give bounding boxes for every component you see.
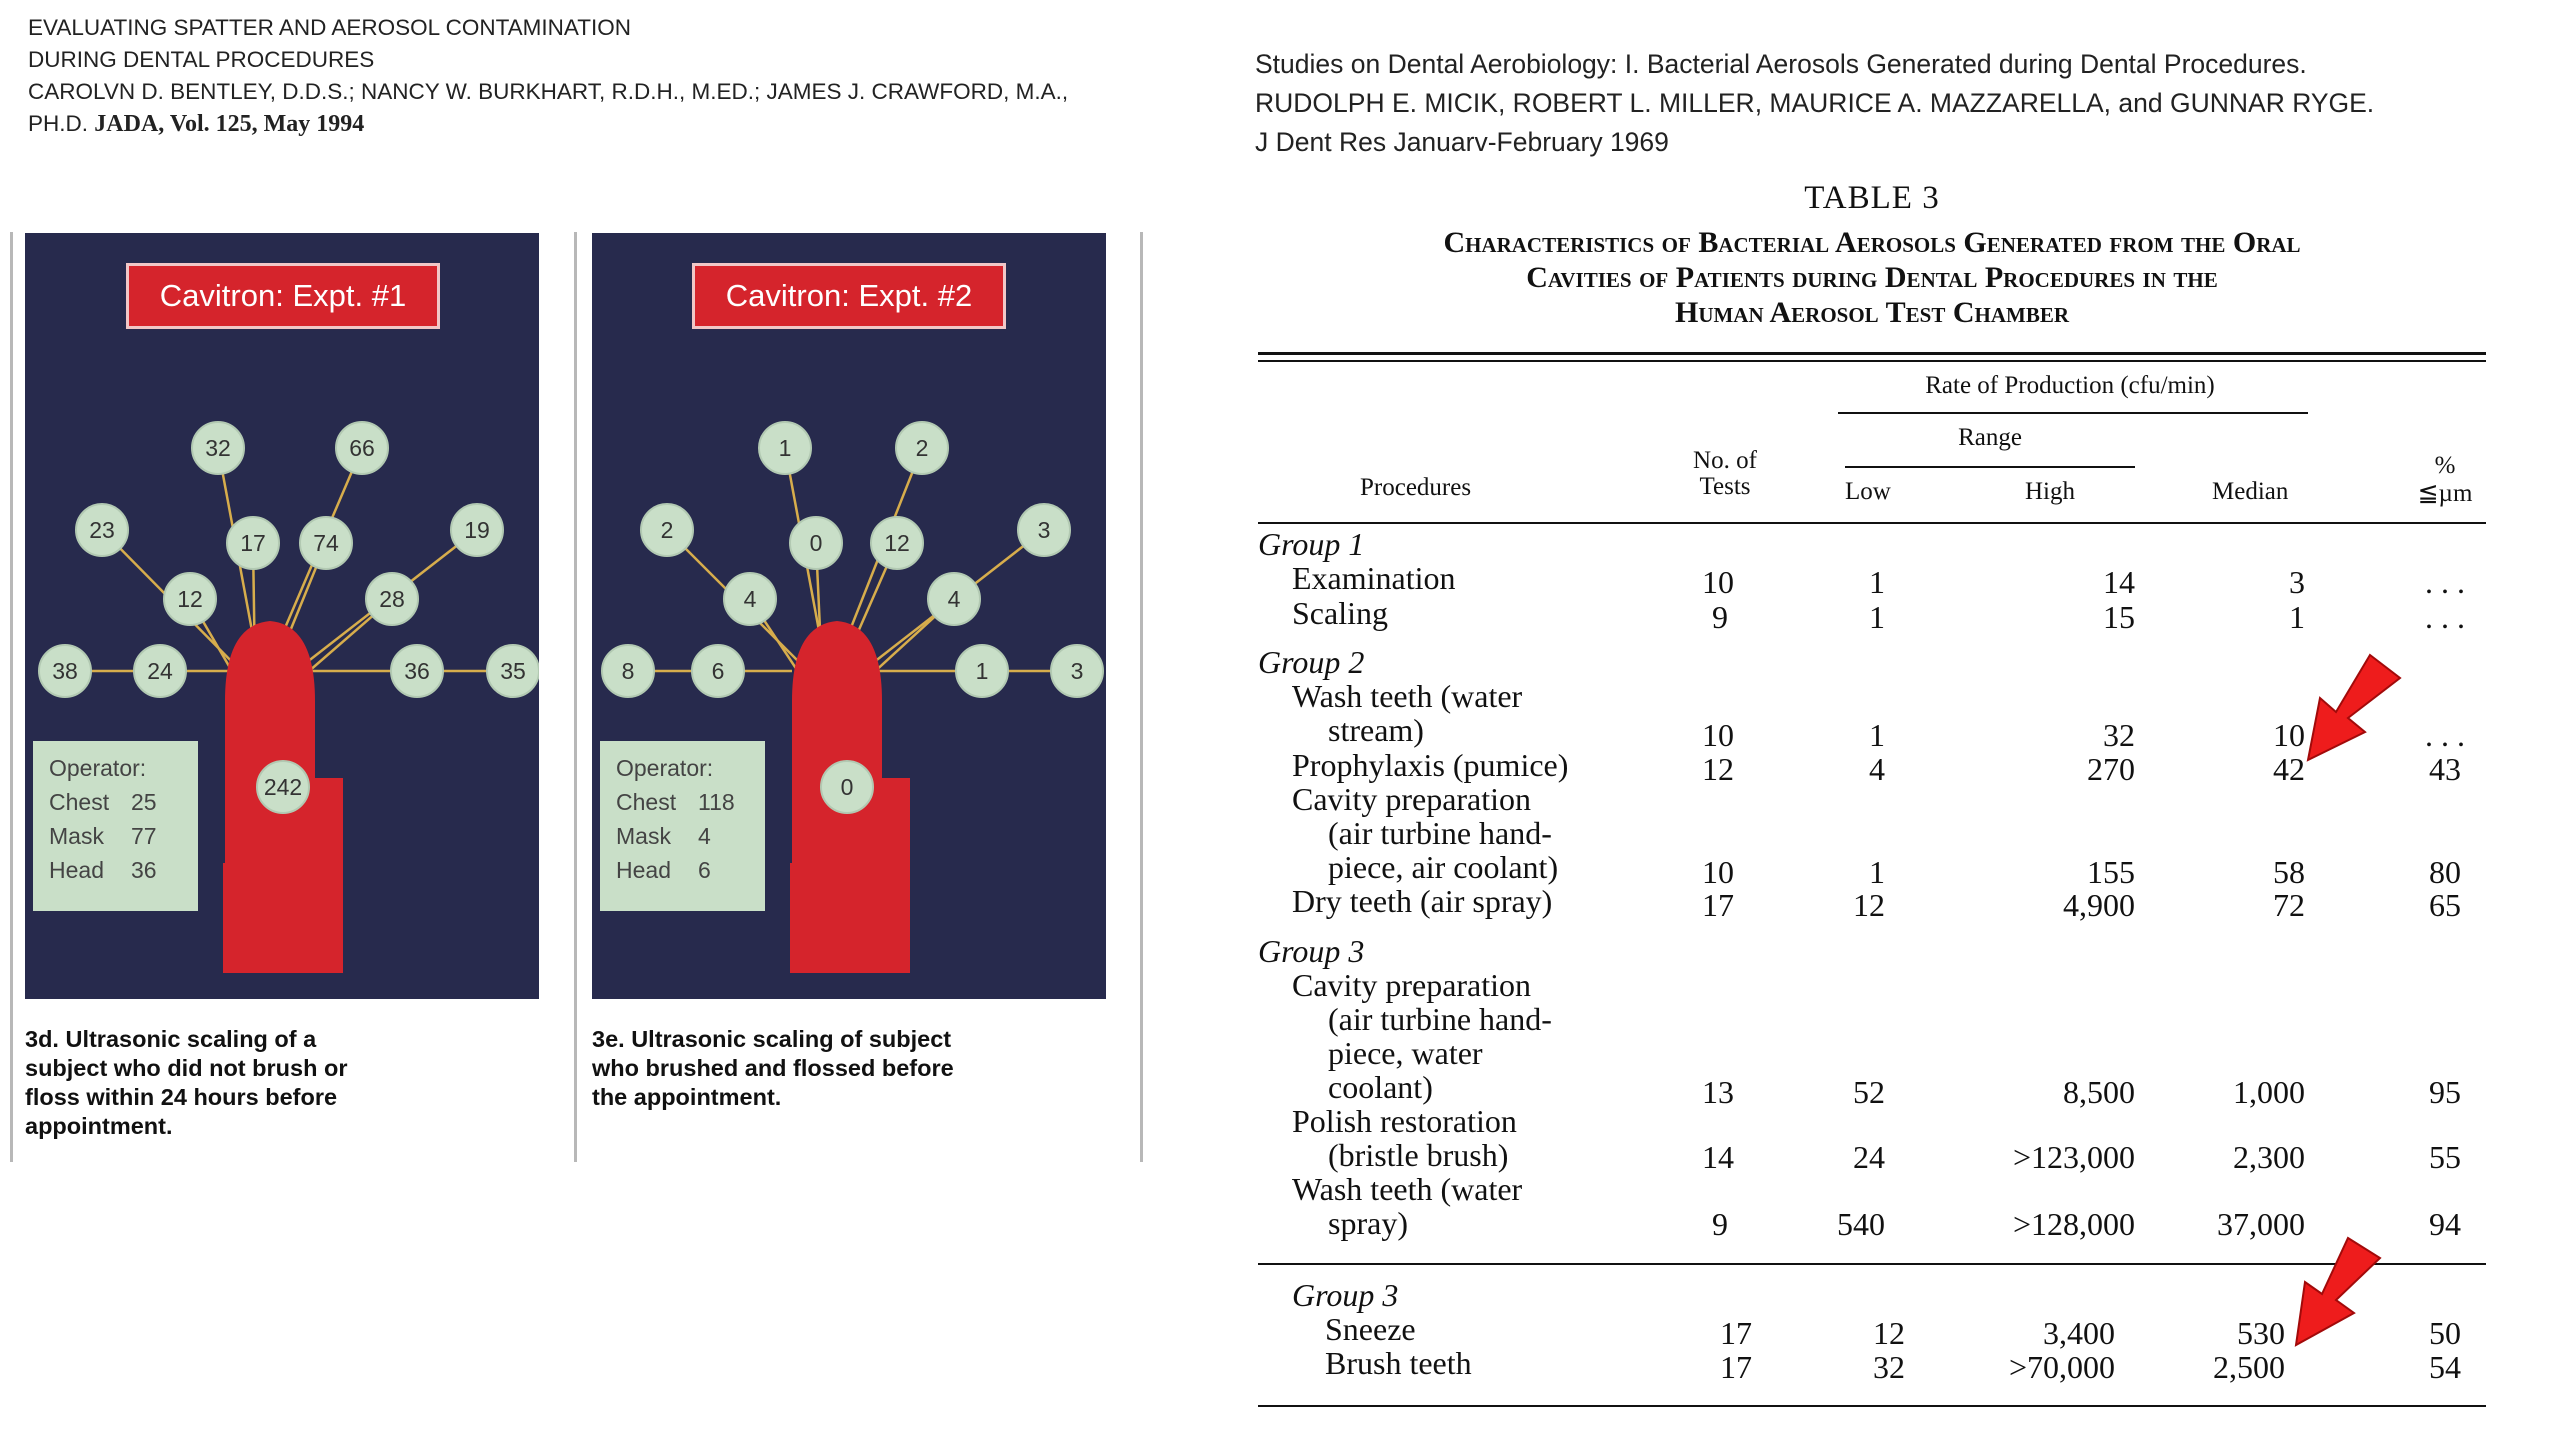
cell-high: 270 (2087, 751, 2135, 787)
procedure-name: Scaling (1292, 595, 1388, 631)
left-citation-line: EVALUATING SPATTER AND AEROSOL CONTAMINATION (28, 15, 632, 40)
cell-high: 155 (2087, 854, 2135, 890)
cell-high: 8,500 (2063, 1074, 2135, 1110)
procedure-name: coolant) (1328, 1069, 1433, 1105)
cell-low: 4 (1869, 751, 1885, 787)
cell-tests: 13 (1702, 1074, 1734, 1110)
value-bubble: 4 (723, 572, 777, 626)
cell-high: >70,000 (2008, 1349, 2115, 1385)
cell-high: 3,400 (2043, 1315, 2115, 1351)
cell-pct: . . . (2425, 717, 2465, 753)
cell-pct: 43 (2429, 751, 2461, 787)
cell-tests: 9 (1712, 599, 1728, 635)
operator-chest-label: Chest (49, 789, 110, 815)
header-range: Range (1958, 424, 2022, 451)
cell-low: 1 (1869, 854, 1885, 890)
cell-pct: 54 (2429, 1349, 2461, 1385)
value-bubble: 19 (450, 503, 504, 557)
cell-pct: 50 (2429, 1315, 2461, 1351)
operator-head-value: 36 (131, 857, 157, 883)
caption-line: subject who did not brush or (25, 1055, 348, 1081)
header-procedures: Procedures (1360, 474, 1472, 501)
cell-median: 58 (2273, 854, 2305, 890)
operator-chest-value: 118 (698, 789, 735, 815)
cell-median: 1 (2289, 599, 2305, 635)
value-bubble: 74 (299, 516, 353, 570)
procedure-name: Polish restoration (1292, 1103, 1517, 1139)
journal-reference: JADA, Vol. 125, May 1994 (94, 111, 365, 137)
cell-median: 72 (2273, 887, 2305, 923)
procedure-name: Wash teeth (water (1292, 678, 1523, 714)
cell-median: 10 (2273, 717, 2305, 753)
value-bubble: 17 (226, 516, 280, 570)
left-citation-line: CAROLVN D. BENTLEY, D.D.S.; NANCY W. BURKHART, R.D.H., M.ED.; JAMES J. CRAWFORD, M.A., (28, 79, 1069, 104)
header-pct-line: ≦µm (2417, 480, 2473, 507)
procedure-name: (air turbine hand- (1328, 815, 1552, 851)
right-citation-line: Studies on Dental Aerobiology: I. Bacterial Aerosols Generated during Dental Procedures. (1255, 49, 2307, 79)
table-caption-line: Cavities of Patients during Dental Procedures in the (1526, 261, 2218, 294)
caption-line: the appointment. (592, 1084, 782, 1110)
cell-tests: 17 (1720, 1315, 1752, 1351)
center-value-bubble: 0 (820, 760, 874, 814)
cell-median: 1,000 (2233, 1074, 2305, 1110)
red-arrow-icon (2308, 655, 2400, 760)
procedure-name: Dry teeth (air spray) (1292, 883, 1553, 919)
group-label: Group 3 (1292, 1277, 1399, 1313)
operator-mask-value: 4 (698, 823, 711, 849)
value-bubble: 12 (163, 572, 217, 626)
cell-tests: 17 (1702, 887, 1734, 923)
cell-median: 42 (2273, 751, 2305, 787)
left-citation-line: DURING DENTAL PROCEDURES (28, 47, 375, 72)
center-value-bubble: 242 (256, 760, 310, 814)
header-pct-line: % (2434, 452, 2456, 479)
procedure-name: Cavity preparation (1292, 781, 1532, 817)
cell-pct: 55 (2429, 1139, 2461, 1175)
cell-high: 4,900 (2063, 887, 2135, 923)
value-bubble: 6 (691, 644, 745, 698)
procedure-name: stream) (1328, 712, 1424, 748)
procedure-name: Sneeze (1325, 1311, 1416, 1347)
cell-low: 1 (1869, 599, 1885, 635)
caption-line: floss within 24 hours before (25, 1084, 338, 1110)
cell-pct: 95 (2429, 1074, 2461, 1110)
cell-low: 32 (1873, 1349, 1905, 1385)
value-bubble: 36 (390, 644, 444, 698)
procedure-name: Examination (1292, 560, 1456, 596)
value-bubble: 0 (789, 516, 843, 570)
cell-pct: 94 (2429, 1206, 2461, 1242)
procedure-name: Brush teeth (1325, 1345, 1472, 1381)
value-bubble: 35 (486, 644, 539, 698)
procedure-name: (bristle brush) (1328, 1137, 1509, 1173)
table-caption-line: Human Aerosol Test Chamber (1674, 296, 2069, 329)
procedure-name: spray) (1328, 1205, 1408, 1241)
cell-high: 15 (2103, 599, 2135, 635)
procedure-name: Cavity preparation (1292, 967, 1532, 1003)
value-bubble: 38 (38, 644, 92, 698)
cell-tests: 10 (1702, 854, 1734, 890)
header-rate: Rate of Production (cfu/min) (1925, 372, 2215, 399)
cell-tests: 12 (1702, 751, 1734, 787)
header-high: High (2025, 478, 2075, 505)
procedure-name: (air turbine hand- (1328, 1001, 1552, 1037)
group-label: Group 2 (1258, 644, 1365, 680)
operator-label: Operator: (616, 755, 714, 781)
value-bubble: 2 (895, 421, 949, 475)
cell-low: 12 (1873, 1315, 1905, 1351)
panel-title: Cavitron: Expt. #2 (692, 263, 1006, 329)
operator-head-label: Head (616, 857, 671, 883)
value-bubble: 32 (191, 421, 245, 475)
procedure-name: piece, water (1328, 1035, 1483, 1071)
cell-tests: 10 (1702, 717, 1734, 753)
panel-title: Cavitron: Expt. #1 (126, 263, 440, 329)
operator-chest-value: 25 (131, 789, 157, 815)
value-bubble: 8 (601, 644, 655, 698)
cell-high: 14 (2103, 564, 2135, 600)
cell-low: 1 (1869, 717, 1885, 753)
procedure-name: piece, air coolant) (1328, 849, 1559, 885)
value-bubble: 23 (75, 503, 129, 557)
cell-high: >123,000 (2012, 1139, 2135, 1175)
cell-median: 530 (2237, 1315, 2285, 1351)
cell-low: 12 (1853, 887, 1885, 923)
value-bubble: 4 (927, 572, 981, 626)
table-caption-line: Characteristics of Bacterial Aerosols Generated from the Oral (1443, 226, 2301, 259)
value-bubble: 28 (365, 572, 419, 626)
operator-chest-label: Chest (616, 789, 677, 815)
cell-high: >128,000 (2012, 1206, 2135, 1242)
cell-pct: . . . (2425, 564, 2465, 600)
procedure-name: Prophylaxis (pumice) (1292, 747, 1569, 783)
right-citation-line: J Dent Res Januarv-February 1969 (1255, 127, 1669, 157)
cell-tests: 10 (1702, 564, 1734, 600)
value-bubble: 3 (1050, 644, 1104, 698)
table-title: TABLE 3 (1804, 180, 1940, 216)
red-arrow-icon (2296, 1238, 2380, 1345)
cell-high: 32 (2103, 717, 2135, 753)
cell-pct: . . . (2425, 599, 2465, 635)
operator-mask-value: 77 (131, 823, 157, 849)
cell-tests: 9 (1712, 1206, 1728, 1242)
cell-low: 52 (1853, 1074, 1885, 1110)
cell-tests: 14 (1702, 1139, 1734, 1175)
value-bubble: 3 (1017, 503, 1071, 557)
value-bubble: 12 (870, 516, 924, 570)
operator-mask-label: Mask (49, 823, 104, 849)
header-median: Median (2212, 478, 2289, 505)
value-bubble: 24 (133, 644, 187, 698)
cell-median: 2,500 (2213, 1349, 2285, 1385)
cell-median: 2,300 (2233, 1139, 2305, 1175)
header-low: Low (1845, 478, 1891, 505)
cell-median: 3 (2289, 564, 2305, 600)
cell-tests: 17 (1720, 1349, 1752, 1385)
left-citation-degree: PH.D. (28, 111, 89, 136)
caption-line: appointment. (25, 1113, 173, 1139)
operator-label: Operator: (49, 755, 147, 781)
cell-median: 37,000 (2217, 1206, 2305, 1242)
operator-head-value: 6 (698, 857, 711, 883)
right-citation-line: RUDOLPH E. MICIK, ROBERT L. MILLER, MAURICE A. MAZZARELLA, and GUNNAR RYGE. (1255, 88, 2375, 118)
header-tests-line: Tests (1699, 473, 1751, 500)
cell-pct: 65 (2429, 887, 2461, 923)
caption-line: 3e. Ultrasonic scaling of subject (592, 1026, 952, 1052)
header-tests-line: No. of (1693, 447, 1757, 474)
operator-head-label: Head (49, 857, 104, 883)
value-bubble: 66 (335, 421, 389, 475)
caption-line: 3d. Ultrasonic scaling of a (25, 1026, 317, 1052)
value-bubble: 2 (640, 503, 694, 557)
group-label: Group 3 (1258, 933, 1365, 969)
cell-low: 24 (1853, 1139, 1885, 1175)
value-bubble: 1 (955, 644, 1009, 698)
cell-low: 540 (1837, 1206, 1885, 1242)
operator-mask-label: Mask (616, 823, 671, 849)
caption-line: who brushed and flossed before (592, 1055, 954, 1081)
procedure-name: Wash teeth (water (1292, 1171, 1523, 1207)
group-label: Group 1 (1258, 526, 1365, 562)
value-bubble: 1 (758, 421, 812, 475)
cell-low: 1 (1869, 564, 1885, 600)
cell-pct: 80 (2429, 854, 2461, 890)
